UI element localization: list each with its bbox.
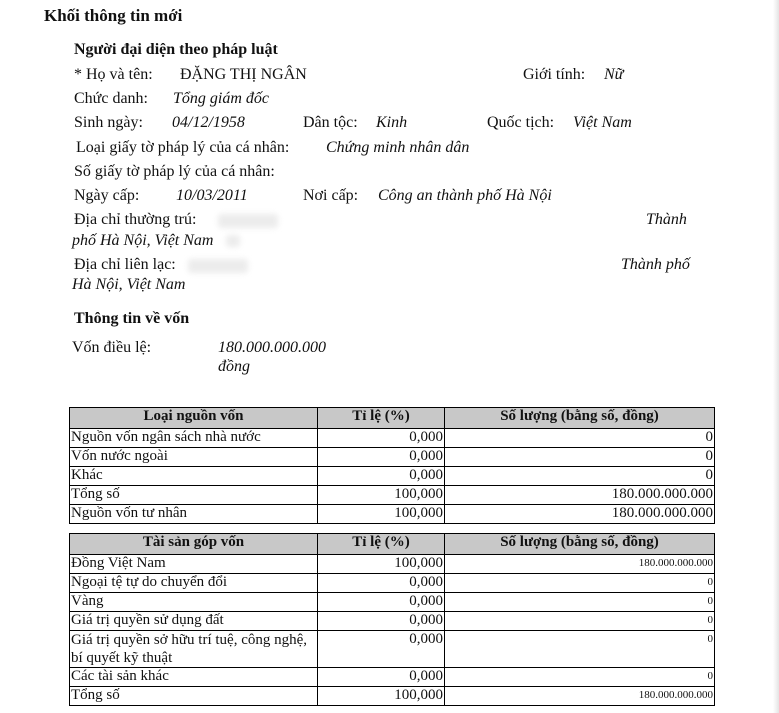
nationality-label: Quốc tịch: bbox=[487, 114, 555, 131]
block-title: Khối thông tin mới bbox=[44, 6, 183, 25]
row-name: Khác bbox=[70, 467, 318, 486]
perm-addr-right: Thành bbox=[646, 211, 687, 228]
row-name: Giá trị quyền sở hữu trí tuệ, công nghệ, bí quyết kỹ thuật bbox=[70, 631, 318, 668]
header-amount: Số lượng (bằng số, đồng) bbox=[445, 408, 715, 429]
contact-addr-label: Địa chỉ liên lạc: bbox=[74, 256, 176, 273]
row-amount: 180.000.000.000 bbox=[445, 687, 715, 706]
row-amount: 180.000.000.000 bbox=[445, 486, 715, 505]
dob-label: Sinh ngày: bbox=[74, 114, 143, 131]
redacted-contact-address bbox=[188, 259, 248, 273]
row-amount: 180.000.000.000 bbox=[445, 555, 715, 574]
row-name: Vốn nước ngoài bbox=[70, 448, 318, 467]
charter-value-line1: 180.000.000.000 bbox=[218, 339, 326, 356]
header-asset-type: Tài sản góp vốn bbox=[70, 534, 318, 555]
contact-addr-line2: Hà Nội, Việt Nam bbox=[72, 276, 186, 293]
row-pct: 0,000 bbox=[318, 574, 445, 593]
ethnic-label: Dân tộc: bbox=[303, 114, 358, 131]
table-row bbox=[70, 448, 715, 467]
redacted-address bbox=[218, 214, 278, 228]
doc-type-value: Chứng minh nhân dân bbox=[326, 139, 470, 156]
gender-value: Nữ bbox=[604, 66, 624, 83]
title-value: Tổng giám đốc bbox=[173, 90, 269, 107]
ethnic-value: Kinh bbox=[376, 114, 408, 131]
header-amount: Số lượng (bằng số, đồng) bbox=[445, 534, 715, 555]
table-row bbox=[70, 467, 715, 486]
capital-sources-table bbox=[69, 407, 715, 524]
nationality-value: Việt Nam bbox=[573, 114, 632, 131]
table-header-row bbox=[70, 408, 715, 429]
capital-heading: Thông tin về vốn bbox=[74, 310, 190, 327]
issue-date-label: Ngày cấp: bbox=[74, 187, 140, 204]
row-amount: 0 bbox=[445, 612, 715, 631]
row-name: Nguồn vốn ngân sách nhà nước bbox=[70, 429, 318, 448]
row-name: Đồng Việt Nam bbox=[70, 555, 318, 574]
row-pct: 0,000 bbox=[318, 612, 445, 631]
row-amount: 0 bbox=[445, 631, 715, 668]
charter-value-line2: đồng bbox=[218, 358, 250, 375]
issue-place-value: Công an thành phố Hà Nội bbox=[378, 187, 552, 204]
row-pct: 100,000 bbox=[318, 555, 445, 574]
doc-type-label: Loại giấy tờ pháp lý của cá nhân: bbox=[76, 139, 290, 156]
row-name: Vàng bbox=[70, 593, 318, 612]
dob-value: 04/12/1958 bbox=[172, 114, 245, 131]
row-amount: 0 bbox=[445, 429, 715, 448]
redacted-address-blur bbox=[226, 235, 240, 247]
row-name: Nguồn vốn tư nhân bbox=[70, 505, 318, 524]
page-edge-shadow bbox=[773, 0, 779, 713]
issue-place-label: Nơi cấp: bbox=[303, 187, 359, 204]
contact-addr-right: Thành phố bbox=[621, 256, 690, 273]
table-row bbox=[70, 668, 715, 687]
header-source-type: Loại nguồn vốn bbox=[70, 408, 318, 429]
row-pct: 0,000 bbox=[318, 593, 445, 612]
row-amount: 180.000.000.000 bbox=[445, 505, 715, 524]
doc-number-label: Số giấy tờ pháp lý của cá nhân: bbox=[74, 163, 275, 180]
table-row bbox=[70, 687, 715, 706]
perm-addr-label: Địa chỉ thường trú: bbox=[74, 211, 197, 228]
legal-rep-heading: Người đại diện theo pháp luật bbox=[74, 41, 278, 58]
row-pct: 100,000 bbox=[318, 687, 445, 706]
row-pct: 0,000 bbox=[318, 448, 445, 467]
title-label: Chức danh: bbox=[74, 90, 148, 107]
row-pct: 100,000 bbox=[318, 505, 445, 524]
table-row bbox=[70, 593, 715, 612]
row-amount: 0 bbox=[445, 668, 715, 687]
table-row bbox=[70, 574, 715, 593]
table-row bbox=[70, 612, 715, 631]
row-pct: 0,000 bbox=[318, 668, 445, 687]
issue-date-value: 10/03/2011 bbox=[176, 187, 248, 204]
header-ratio: Tỉ lệ (%) bbox=[318, 534, 445, 555]
row-name: Giá trị quyền sử dụng đất bbox=[70, 612, 318, 631]
table-row bbox=[70, 429, 715, 448]
row-amount: 0 bbox=[445, 467, 715, 486]
row-pct: 0,000 bbox=[318, 467, 445, 486]
row-amount: 0 bbox=[445, 448, 715, 467]
name-label: * Họ và tên: bbox=[74, 66, 153, 83]
table-row bbox=[70, 505, 715, 524]
charter-label: Vốn điều lệ: bbox=[72, 339, 152, 356]
table-row bbox=[70, 631, 715, 668]
header-ratio: Tỉ lệ (%) bbox=[318, 408, 445, 429]
name-value: ĐẶNG THỊ NGÂN bbox=[180, 66, 307, 83]
table-row bbox=[70, 555, 715, 574]
row-name: Tổng số bbox=[70, 486, 318, 505]
row-pct: 100,000 bbox=[318, 486, 445, 505]
row-amount: 0 bbox=[445, 593, 715, 612]
table-header-row bbox=[70, 534, 715, 555]
table-row bbox=[70, 486, 715, 505]
row-pct: 0,000 bbox=[318, 631, 445, 668]
row-pct: 0,000 bbox=[318, 429, 445, 448]
capital-assets-table bbox=[69, 533, 715, 706]
row-name: Các tài sản khác bbox=[70, 668, 318, 687]
row-name: Ngoại tệ tự do chuyển đổi bbox=[70, 574, 318, 593]
row-amount: 0 bbox=[445, 574, 715, 593]
row-name: Tổng số bbox=[70, 687, 318, 706]
gender-label: Giới tính: bbox=[523, 66, 586, 83]
perm-addr-line2: phố Hà Nội, Việt Nam bbox=[72, 232, 214, 249]
